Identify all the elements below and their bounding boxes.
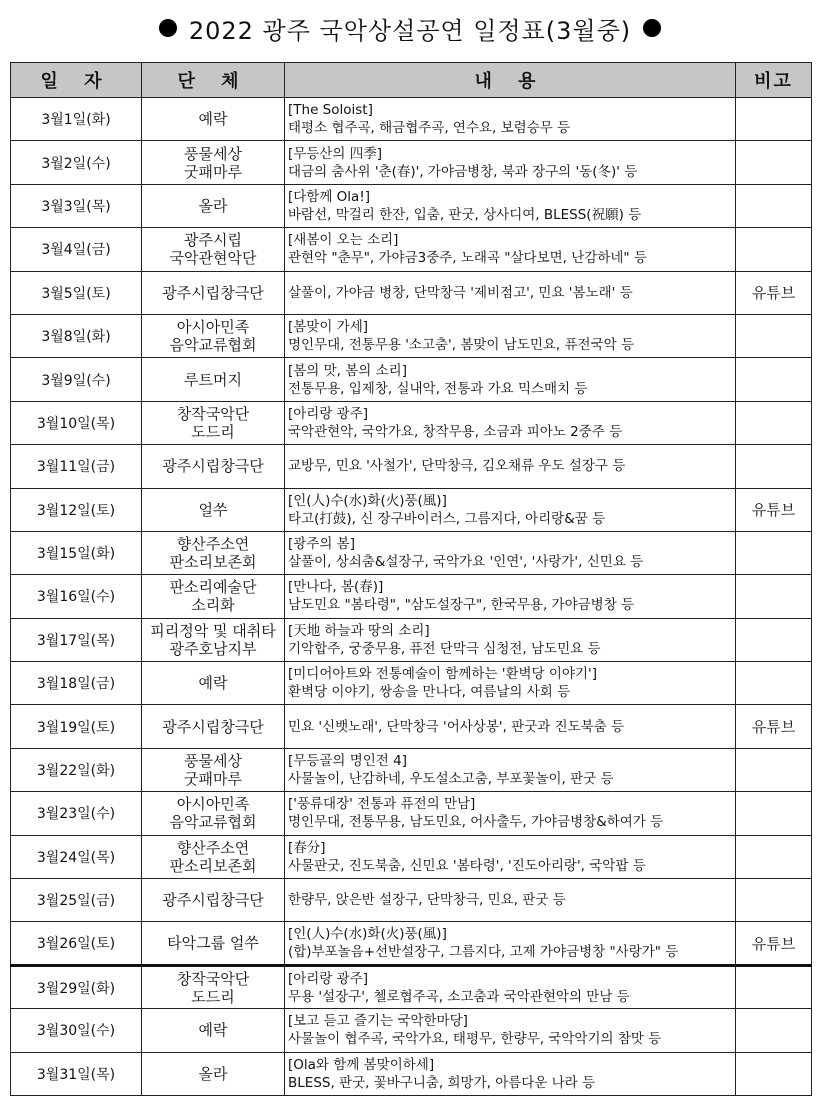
- content-line: [보고 듣고 즐기는 국악한마당]: [288, 1013, 468, 1030]
- content-line: 태평소 협주곡, 해금협주곡, 연수요, 보렴승무 등: [288, 120, 571, 137]
- content-line: 살풀이, 상쇠춤&설장구, 국악가요 '인연', '사랑가', 신민요 등: [288, 554, 644, 571]
- table-row: [11, 1052, 812, 1095]
- group-name-line: 굿패마루: [184, 162, 242, 181]
- header-group: 단 체: [142, 63, 285, 98]
- table-row: [11, 98, 812, 141]
- note-cell: [736, 184, 812, 227]
- content-cell: [285, 98, 736, 141]
- group-name-line: 얼쑤: [198, 500, 228, 519]
- content-line: [아리랑 광주]: [288, 970, 369, 987]
- group-name-line: 소리화: [191, 596, 235, 615]
- content-cell: [285, 879, 736, 922]
- content-line: [인(人)수(水)화(火)풍(風)]: [288, 926, 447, 943]
- content-cell: [285, 141, 736, 184]
- group-cell: [142, 922, 285, 965]
- group-name-line: 국악관현악단: [169, 249, 257, 268]
- content-line: 타고(打鼓), 신 장구바이러스, 그름지다, 아리랑&꿈 등: [288, 510, 606, 527]
- group-name-line: 판소리보존회: [169, 553, 257, 572]
- content-cell: [285, 705, 736, 748]
- table-row: [11, 792, 812, 835]
- table-row: [11, 662, 812, 705]
- group-name-line: 올라: [198, 196, 228, 215]
- header-date: 일 자: [11, 63, 142, 98]
- date-cell: 3월31일(목): [11, 1052, 142, 1095]
- content-cell: [285, 662, 736, 705]
- content-cell: [285, 1052, 736, 1095]
- group-name-line: 풍물세상: [184, 144, 242, 163]
- group-cell: [142, 401, 285, 444]
- group-name-line: 광주시립: [184, 231, 242, 250]
- content-line: [광주의 봄]: [288, 536, 355, 553]
- content-line: [무등산의 四季]: [288, 145, 382, 162]
- note-cell: 유튜브: [736, 271, 812, 314]
- header-row: [11, 63, 812, 98]
- content-cell: [285, 401, 736, 444]
- content-line: 국악관현악, 국악가요, 창작무용, 소금과 피아노 2중주 등: [288, 423, 623, 440]
- title-text: 2022 광주 국악상설공연 일정표(3월중): [188, 16, 632, 45]
- date-cell: 3월29일(화): [11, 965, 142, 1008]
- content-cell: [285, 271, 736, 314]
- content-cell: [285, 1009, 736, 1052]
- content-cell: [285, 575, 736, 618]
- date-cell: 3월2일(수): [11, 141, 142, 184]
- content-cell: [285, 922, 736, 965]
- table-row: [11, 445, 812, 488]
- group-name-line: 판소리예술단: [169, 578, 257, 597]
- content-line: [봄의 맛, 봄의 소리]: [288, 362, 407, 379]
- content-line: [미디어아트와 전통예술이 함께하는 '환벽당 이야기']: [288, 666, 597, 683]
- group-name-line: 광주시립창극단: [162, 717, 264, 736]
- group-name-line: 광주시립창극단: [162, 283, 264, 302]
- note-cell: [736, 792, 812, 835]
- content-line: 교방무, 민요 '사철가', 단막창극, 김오채류 우도 설장구 등: [288, 458, 626, 475]
- content-cell: [285, 488, 736, 531]
- group-name-line: 광주시립창극단: [162, 891, 264, 910]
- note-cell: [736, 575, 812, 618]
- content-line: [天地 하늘과 땅의 소리]: [288, 622, 430, 639]
- content-cell: [285, 748, 736, 791]
- table-row: [11, 965, 812, 1008]
- date-cell: 3월15일(화): [11, 531, 142, 574]
- note-cell: [736, 662, 812, 705]
- content-line: [인(人)수(水)화(火)풍(風)]: [288, 492, 447, 509]
- group-cell: [142, 618, 285, 661]
- note-cell: [736, 531, 812, 574]
- group-cell: [142, 1052, 285, 1095]
- table-row: [11, 705, 812, 748]
- group-cell: [142, 662, 285, 705]
- content-line: [다함께 Ola!]: [288, 188, 371, 205]
- date-cell: 3월4일(금): [11, 228, 142, 271]
- content-line: 남도민요 "봄타령", "삼도설장구", 한국무용, 가야금병창 등: [288, 597, 635, 614]
- table-row: [11, 314, 812, 357]
- content-line: [새봄이 오는 소리]: [288, 232, 399, 249]
- note-cell: [736, 965, 812, 1008]
- group-cell: [142, 1009, 285, 1052]
- group-cell: [142, 228, 285, 271]
- table-row: [11, 358, 812, 401]
- group-name-line: 향산주소연: [176, 535, 250, 554]
- group-name-line: 음악교류협회: [169, 336, 257, 355]
- header-content: 내 용: [285, 63, 736, 98]
- content-cell: [285, 618, 736, 661]
- table-row: [11, 141, 812, 184]
- content-line: 전통무용, 입제창, 실내악, 전통과 가요 믹스매치 등: [288, 380, 588, 397]
- group-name-line: 예락: [198, 674, 228, 693]
- date-cell: 3월5일(토): [11, 271, 142, 314]
- table-row: [11, 618, 812, 661]
- content-line: 사물놀이, 난감하네, 우도설소고춤, 부포꽃놀이, 판굿 등: [288, 771, 614, 788]
- note-cell: [736, 1052, 812, 1095]
- group-name-line: 아시아민족: [176, 795, 250, 814]
- content-line: (합)부포놀음+선반설장구, 그름지다, 고제 가야금병창 "사랑가" 등: [288, 944, 679, 961]
- content-line: 살풀이, 가야금 병창, 단막창극 '제비점고', 민요 '봄노래' 등: [288, 284, 633, 301]
- date-cell: 3월8일(화): [11, 314, 142, 357]
- content-line: ['풍류대장' 전통과 퓨전의 만남]: [288, 796, 476, 813]
- content-line: 무용 '설장구', 첼로협주곡, 소고춤과 국악관현악의 만남 등: [288, 988, 630, 1005]
- group-name-line: 광주시립창극단: [162, 457, 264, 476]
- group-cell: [142, 575, 285, 618]
- date-cell: 3월24일(목): [11, 835, 142, 878]
- date-cell: 3월25일(금): [11, 879, 142, 922]
- date-cell: 3월16일(수): [11, 575, 142, 618]
- note-cell: [736, 314, 812, 357]
- group-cell: [142, 879, 285, 922]
- date-cell: 3월19일(토): [11, 705, 142, 748]
- table-row: [11, 488, 812, 531]
- table-row: [11, 228, 812, 271]
- group-name-line: 도드리: [191, 422, 235, 441]
- table-row: [11, 401, 812, 444]
- date-cell: 3월11일(금): [11, 445, 142, 488]
- note-cell: [736, 618, 812, 661]
- content-line: 환벽당 이야기, 쌍송을 만나다, 여름날의 사회 등: [288, 684, 571, 701]
- content-line: [아리랑 광주]: [288, 405, 369, 422]
- content-cell: [285, 835, 736, 878]
- content-line: 한량무, 앉은반 설장구, 단막창극, 민요, 판굿 등: [288, 892, 566, 909]
- content-line: [The Soloist]: [288, 102, 373, 119]
- note-cell: [736, 141, 812, 184]
- group-name-line: 굿패마루: [184, 770, 242, 789]
- group-name-line: 예락: [198, 1021, 228, 1040]
- group-cell: [142, 835, 285, 878]
- schedule-table: [10, 62, 812, 1096]
- content-cell: [285, 358, 736, 401]
- group-cell: [142, 748, 285, 791]
- date-cell: 3월26일(토): [11, 922, 142, 965]
- table-row: [11, 1009, 812, 1052]
- group-cell: [142, 141, 285, 184]
- content-line: 사물놀이 협주곡, 국악가요, 태평무, 한량무, 국악악기의 참맛 등: [288, 1031, 662, 1048]
- group-name-line: 올라: [198, 1064, 228, 1083]
- content-line: 민요 '신뱃노래', 단막창극 '어사상봉', 판굿과 진도북춤 등: [288, 718, 625, 735]
- table-row: [11, 748, 812, 791]
- date-cell: 3월10일(목): [11, 401, 142, 444]
- content-line: [무등골의 명인전 4]: [288, 753, 407, 770]
- note-cell: [736, 401, 812, 444]
- group-name-line: 향산주소연: [176, 838, 250, 857]
- table-row: [11, 879, 812, 922]
- content-line: 바람선, 막걸리 한잔, 입춤, 판굿, 상사디여, BLESS(祝願) 등: [288, 206, 642, 223]
- header-note: 비고: [736, 63, 812, 98]
- table-row: [11, 575, 812, 618]
- content-line: [만나다, 봄(春)]: [288, 579, 384, 596]
- note-cell: 유튜브: [736, 488, 812, 531]
- group-name-line: 루트머지: [184, 370, 242, 389]
- table-row: [11, 835, 812, 878]
- note-cell: 유튜브: [736, 705, 812, 748]
- group-cell: [142, 98, 285, 141]
- group-cell: [142, 488, 285, 531]
- schedule-body: [11, 98, 812, 1096]
- group-name-line: 창작국악단: [176, 969, 250, 988]
- note-cell: 유튜브: [736, 922, 812, 965]
- content-line: [봄맞이 가세]: [288, 319, 369, 336]
- content-line: BLESS, 판굿, 꽃바구니춤, 희망가, 아름다운 나라 등: [288, 1074, 596, 1091]
- date-cell: 3월17일(목): [11, 618, 142, 661]
- date-cell: 3월22일(화): [11, 748, 142, 791]
- date-cell: 3월3일(목): [11, 184, 142, 227]
- note-cell: [736, 358, 812, 401]
- group-name-line: 판소리보존회: [169, 856, 257, 875]
- group-cell: [142, 314, 285, 357]
- group-cell: [142, 184, 285, 227]
- table-row: [11, 184, 812, 227]
- group-name-line: 아시아민족: [176, 318, 250, 337]
- date-cell: 3월9일(수): [11, 358, 142, 401]
- group-name-line: 광주호남지부: [169, 639, 257, 658]
- content-cell: [285, 184, 736, 227]
- group-cell: [142, 792, 285, 835]
- content-cell: [285, 792, 736, 835]
- content-line: [Ola와 함께 봄맞이하세]: [288, 1056, 435, 1073]
- content-line: 기악합주, 궁중무용, 퓨전 단막극 심청전, 남도민요 등: [288, 640, 601, 657]
- group-name-line: 도드리: [191, 987, 235, 1006]
- table-row: [11, 531, 812, 574]
- content-line: 명인무대, 전통무용 '소고춤', 봄맞이 남도민요, 퓨전국악 등: [288, 337, 634, 354]
- group-cell: [142, 358, 285, 401]
- group-name-line: 음악교류협회: [169, 813, 257, 832]
- content-cell: [285, 531, 736, 574]
- content-cell: [285, 965, 736, 1008]
- content-line: 관현악 "춘무", 가야금3중주, 노래곡 "살다보면, 난감하네" 등: [288, 250, 647, 267]
- content-cell: [285, 314, 736, 357]
- bullet-icon: [159, 19, 177, 37]
- date-cell: 3월1일(화): [11, 98, 142, 141]
- table-row: [11, 271, 812, 314]
- note-cell: [736, 1009, 812, 1052]
- content-line: 명인무대, 전통무용, 남도민요, 어사출두, 가야금병창&하여가 등: [288, 814, 664, 831]
- group-cell: [142, 271, 285, 314]
- date-cell: 3월12일(토): [11, 488, 142, 531]
- group-name-line: 창작국악단: [176, 404, 250, 423]
- note-cell: [736, 835, 812, 878]
- note-cell: [736, 228, 812, 271]
- page-title: [0, 8, 820, 48]
- content-line: [春分]: [288, 839, 326, 856]
- group-cell: [142, 445, 285, 488]
- group-name-line: 풍물세상: [184, 752, 242, 771]
- content-cell: [285, 228, 736, 271]
- content-line: 대금의 춤사위 '춘(春)', 가야금병창, 북과 장구의 '동(冬)' 등: [288, 163, 638, 180]
- group-name-line: 타악그룹 얼쑤: [167, 934, 259, 953]
- group-cell: [142, 531, 285, 574]
- note-cell: [736, 748, 812, 791]
- note-cell: [736, 879, 812, 922]
- note-cell: [736, 98, 812, 141]
- group-name-line: 예락: [198, 110, 228, 129]
- date-cell: 3월23일(수): [11, 792, 142, 835]
- group-cell: [142, 705, 285, 748]
- date-cell: 3월30일(수): [11, 1009, 142, 1052]
- content-cell: [285, 445, 736, 488]
- group-cell: [142, 965, 285, 1008]
- date-cell: 3월18일(금): [11, 662, 142, 705]
- group-name-line: 피리정악 및 대취타: [150, 621, 276, 640]
- table-row: [11, 922, 812, 965]
- note-cell: [736, 445, 812, 488]
- content-line: 사물판굿, 진도북춤, 신민요 '봄타령', '진도아리랑', 국악팝 등: [288, 857, 646, 874]
- bullet-icon: [643, 19, 661, 37]
